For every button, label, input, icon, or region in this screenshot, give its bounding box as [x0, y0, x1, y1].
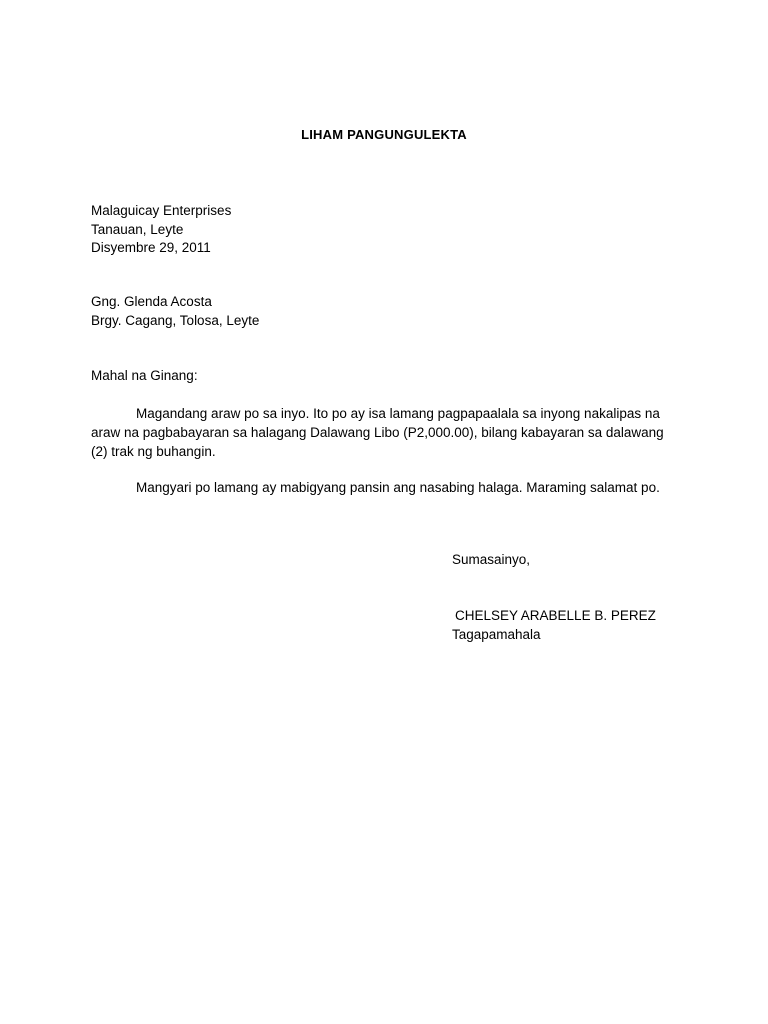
body-paragraph-2 [91, 478, 691, 497]
signer-name: CHELSEY ARABELLE B. PEREZ [455, 608, 656, 623]
sender-block [91, 202, 231, 258]
closing: Sumasainyo, [452, 552, 531, 567]
recipient-block [91, 293, 259, 330]
signature-block [452, 607, 656, 644]
recipient-name: Gng. Glenda Acosta [91, 294, 212, 309]
paragraph-line: Mangyari po lamang ay mabigyang pansin ang nasabing halaga. Maraming salamat po. [136, 480, 660, 495]
sender-company: Malaguicay Enterprises [91, 203, 232, 218]
salutation: Mahal na Ginang: [91, 368, 198, 383]
paragraph-line: Magandang araw po sa inyo. Ito po ay isa lamang pagpapaalala sa inyong nakalipas na [136, 406, 660, 421]
letter-date: Disyembre 29, 2011 [91, 240, 211, 255]
sender-address: Tanauan, Leyte [91, 221, 184, 237]
letter-title: LIHAM PANGUNGULEKTA [301, 127, 467, 142]
signer-position: Tagapamahala [452, 626, 541, 642]
recipient-address: Brgy. Cagang, Tolosa, Leyte [91, 312, 260, 328]
body-paragraph-1 [91, 404, 691, 461]
paragraph-line: (2) trak ng buhangin. [91, 444, 216, 459]
paragraph-line: araw na pagbabayaran sa halagang Dalawang Libo (P2,000.00), bilang kabayaran sa dalawang [91, 425, 664, 440]
